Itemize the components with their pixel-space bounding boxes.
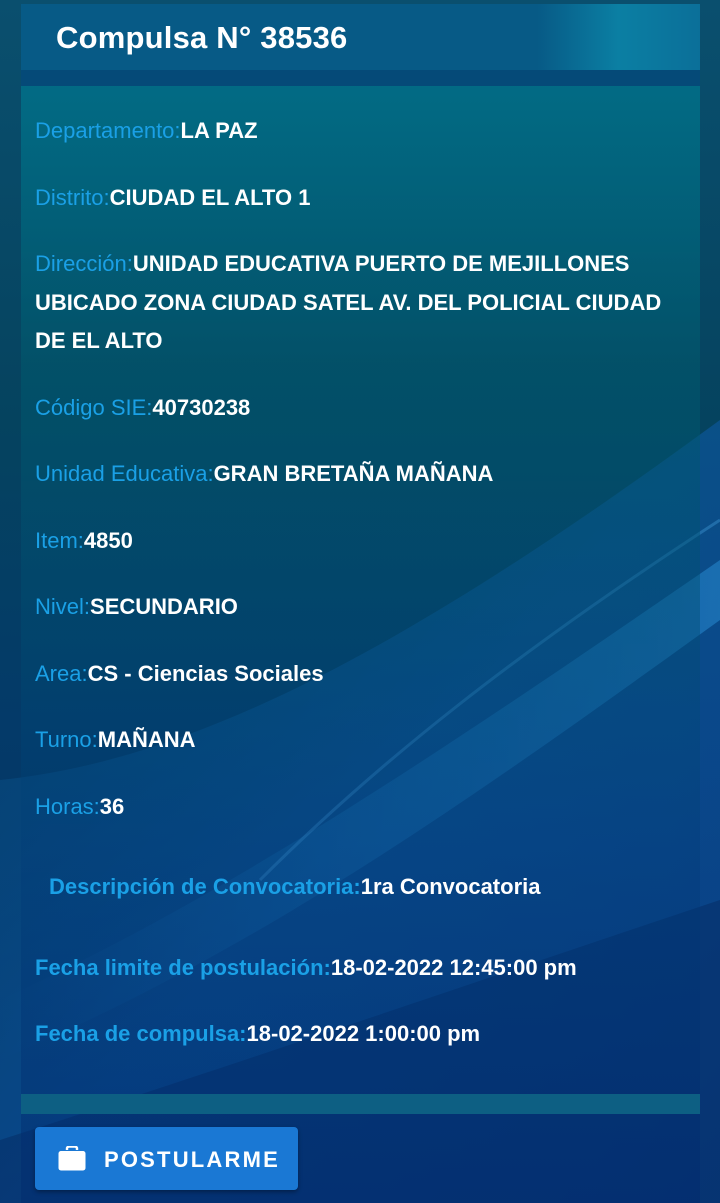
field-value: 4850 (83, 527, 133, 553)
field-label: Distrito: (35, 184, 110, 210)
field-value: CS - Ciencias Sociales (87, 660, 324, 686)
field-label: Fecha de compulsa: (35, 1021, 247, 1046)
field-horas (35, 788, 685, 827)
field-value: 18-02-2022 12:45:00 pm (330, 954, 577, 980)
field-item (35, 522, 685, 561)
field-label: Item: (35, 527, 84, 553)
field-codigo-sie (35, 389, 685, 428)
field-label: Código SIE: (35, 394, 153, 420)
field-value: UNIDAD EDUCATIVA PUERTO DE MEJILLONES UBICADO ZONA CIUDAD SATEL AV. DEL POLICIAL CIUDAD DE EL ALTO (35, 251, 662, 353)
field-label: Fecha limite de postulación: (35, 954, 331, 980)
card-footer-divider (21, 1094, 700, 1114)
field-value: SECUNDARIO (90, 594, 238, 619)
briefcase-icon (58, 1146, 86, 1171)
field-fecha-limite (35, 949, 685, 988)
field-value: LA PAZ (180, 118, 258, 143)
field-direccion (35, 245, 685, 361)
field-convocatoria (35, 868, 685, 907)
field-label: Turno: (35, 727, 98, 752)
field-value: MAÑANA (97, 727, 196, 752)
field-fecha-compulsa (35, 1015, 685, 1054)
field-value: CIUDAD EL ALTO 1 (109, 184, 311, 210)
field-value: 40730238 (152, 394, 251, 420)
field-label: Descripción de Convocatoria: (49, 874, 361, 899)
field-nivel (35, 588, 685, 627)
details-list (35, 112, 685, 1082)
card-header (21, 4, 700, 70)
field-departamento (35, 112, 685, 151)
field-label: Unidad Educativa: (35, 461, 214, 486)
field-turno (35, 721, 685, 760)
postularme-button[interactable] (35, 1127, 298, 1190)
field-label: Dirección: (35, 251, 133, 276)
field-distrito (35, 179, 685, 218)
field-label: Departamento: (35, 118, 181, 143)
field-value: 36 (99, 793, 125, 819)
field-value: 1ra Convocatoria (360, 874, 541, 899)
field-area (35, 655, 685, 694)
compulsa-card (21, 4, 700, 1203)
field-value: GRAN BRETAÑA MAÑANA (213, 461, 494, 486)
postularme-label: POSTULARME (104, 1147, 280, 1172)
card-title: Compulsa N° 38536 (56, 20, 348, 55)
field-label: Area: (35, 660, 88, 686)
field-value: 18-02-2022 1:00:00 pm (246, 1021, 481, 1046)
header-divider (21, 70, 700, 86)
field-label: Nivel: (35, 594, 91, 619)
field-unidad-educativa (35, 455, 685, 494)
field-label: Horas: (35, 793, 100, 819)
